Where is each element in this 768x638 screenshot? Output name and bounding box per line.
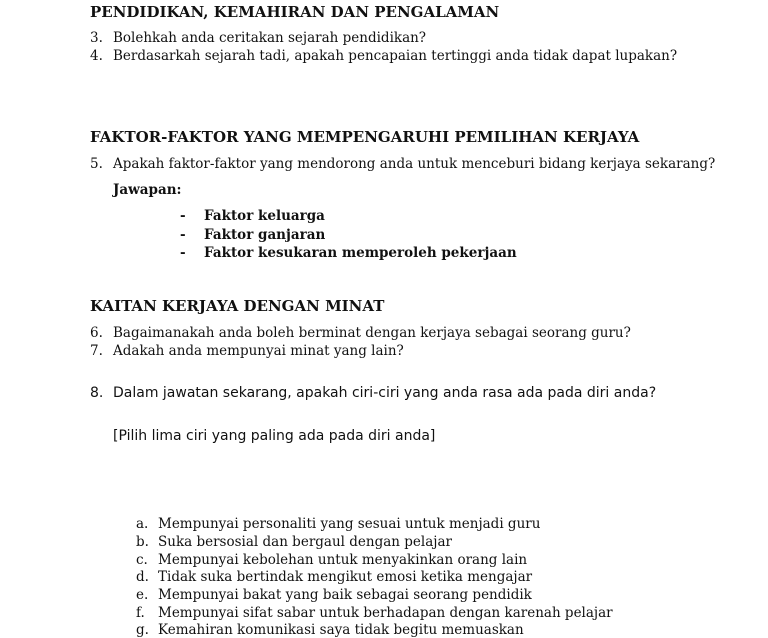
answer-item (180, 208, 325, 224)
question-instruction: [Pilih lima ciri yang paling ada pada diri anda] (113, 428, 436, 444)
bullet-dash: - (180, 245, 186, 261)
section-heading-education: PENDIDIKAN, KEMAHIRAN DAN PENGALAMAN (90, 3, 500, 21)
question-item (90, 325, 631, 341)
answer-text: Faktor kesukaran memperoleh pekerjaan (204, 245, 517, 261)
section-heading-career-interest: KAITAN KERJAYA DENGAN MINAT (90, 297, 385, 315)
option-text: Tidak suka bertindak mengikut emosi ketika mengajar (158, 569, 533, 585)
question-text: Bagaimanakah anda boleh berminat dengan kerjaya sebagai seorang guru? (113, 325, 631, 341)
question-number: 6. (90, 325, 103, 341)
answer-item (180, 227, 325, 243)
question-number: 7. (90, 343, 103, 359)
option-text: Kemahiran komunikasi saya tidak begitu memuaskan (158, 622, 524, 638)
option-item (136, 534, 452, 550)
option-letter: a. (136, 516, 149, 532)
bullet-dash: - (180, 227, 186, 243)
option-letter: g. (136, 622, 149, 638)
bullet-dash: - (180, 208, 186, 224)
question-text: Bolehkah anda ceritakan sejarah pendidikan? (113, 30, 427, 46)
question-item (90, 343, 404, 359)
question-text: Dalam jawatan sekarang, apakah ciri-ciri yang anda rasa ada pada diri anda? (113, 385, 657, 401)
option-item (136, 569, 532, 585)
option-text: Mempunyai sifat sabar untuk berhadapan dengan karenah pelajar (158, 605, 613, 621)
question-item (90, 385, 656, 401)
answer-label: Jawapan: (113, 182, 182, 198)
option-text: Mempunyai kebolehan untuk menyakinkan orang lain (158, 552, 528, 568)
option-text: Mempunyai personaliti yang sesuai untuk menjadi guru (158, 516, 541, 532)
question-number: 5. (90, 156, 103, 172)
section-heading-career-factors: FAKTOR-FAKTOR YANG MEMPENGARUHI PEMILIHAN KERJAYA (90, 128, 640, 146)
option-letter: c. (136, 552, 148, 568)
answer-text: Faktor keluarga (204, 208, 325, 224)
option-item (136, 605, 613, 621)
question-text: Adakah anda mempunyai minat yang lain? (113, 343, 404, 359)
option-letter: d. (136, 569, 149, 585)
option-item (136, 622, 524, 638)
option-item (136, 587, 532, 603)
question-number: 3. (90, 30, 103, 46)
option-text: Suka bersosial dan bergaul dengan pelajar (158, 534, 452, 550)
option-item (136, 516, 540, 532)
option-text: Mempunyai bakat yang baik sebagai seorang pendidik (158, 587, 532, 603)
option-item (136, 552, 527, 568)
question-item (90, 48, 677, 64)
question-text: Apakah faktor-faktor yang mendorong anda untuk menceburi bidang kerjaya sekarang? (113, 156, 716, 172)
question-item (90, 156, 715, 172)
question-number: 4. (90, 48, 103, 64)
option-letter: b. (136, 534, 149, 550)
question-text: Berdasarkah sejarah tadi, apakah pencapaian tertinggi anda tidak dapat lupakan? (113, 48, 678, 64)
question-number: 8. (90, 385, 104, 401)
question-item (90, 30, 426, 46)
option-letter: e. (136, 587, 149, 603)
answer-text: Faktor ganjaran (204, 227, 326, 243)
option-letter: f. (136, 605, 145, 621)
answer-item (180, 245, 517, 261)
